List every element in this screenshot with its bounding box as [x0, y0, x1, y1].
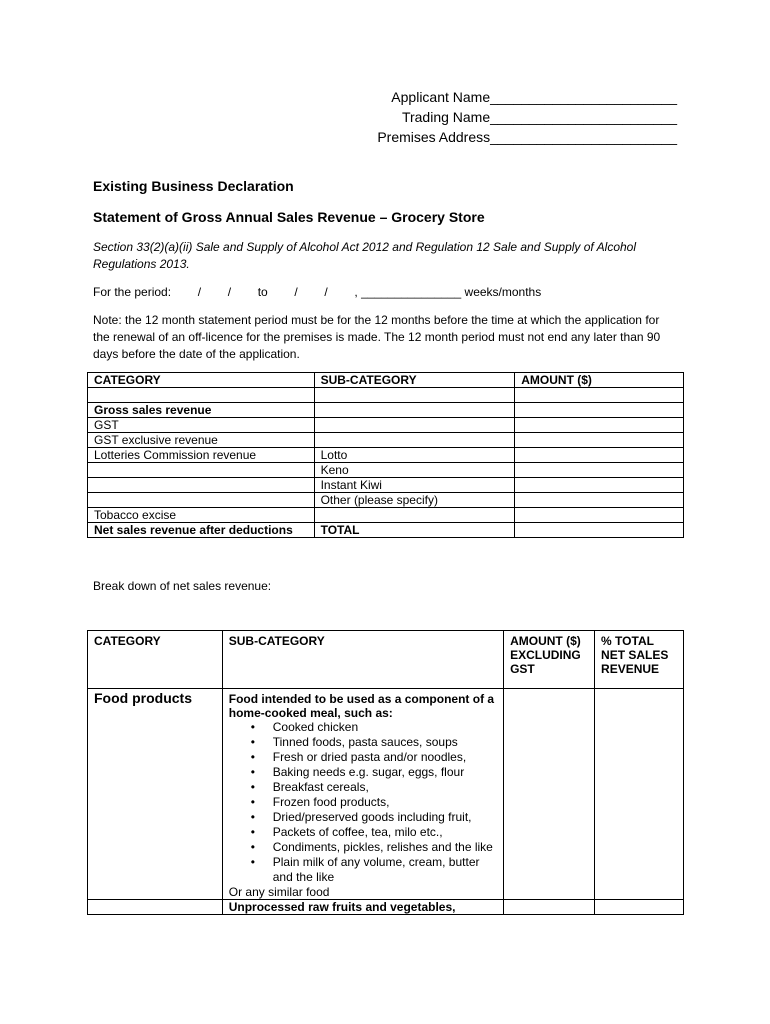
cell-amount[interactable]	[515, 403, 684, 418]
table-header-row	[88, 373, 684, 388]
cell-amount[interactable]	[515, 433, 684, 448]
cell-category	[88, 388, 315, 403]
cell-category: GST exclusive revenue	[88, 433, 315, 448]
premises-address-field[interactable]: Premises Address________________________	[377, 129, 677, 145]
statement-subtitle: Statement of Gross Annual Sales Revenue – Grocery Store	[93, 209, 485, 225]
cell-sub-category: Unprocessed raw fruits and vegetables,	[222, 900, 503, 915]
list-item: • Frozen food products,	[273, 795, 497, 810]
cell-sub-category: Keno	[314, 463, 515, 478]
list-item: • Condiments, pickles, relishes and the like	[273, 840, 497, 855]
cell-amount[interactable]	[515, 463, 684, 478]
period-note: Note: the 12 month statement period must be for the 12 months before the time at which the application for the renewal of an off-licence for the premises is made. The 12 month period must not end any later than 90 days before the date of the application.	[93, 313, 661, 361]
cell-category: Tobacco excise	[88, 508, 315, 523]
food-items-list	[229, 720, 497, 885]
table-row	[88, 403, 684, 418]
cell-percent[interactable]	[595, 900, 684, 915]
table-row	[88, 448, 684, 463]
revenue-table	[87, 372, 684, 538]
cell-category: Gross sales revenue	[88, 403, 315, 418]
food-intro: Food intended to be used as a component of a home-cooked meal, such as:	[228, 692, 495, 720]
cell-amount[interactable]	[515, 493, 684, 508]
list-item: • Cooked chicken	[273, 720, 497, 735]
cell-sub-category: Lotto	[314, 448, 515, 463]
table-row	[88, 478, 684, 493]
table-row	[88, 388, 684, 403]
cell-category: Lotteries Commission revenue	[88, 448, 315, 463]
cell-category	[88, 493, 315, 508]
cell-sub-category	[314, 418, 515, 433]
table-row	[88, 463, 684, 478]
cell-amount[interactable]	[515, 478, 684, 493]
breakdown-table	[87, 630, 684, 915]
header-amount-excl-gst: AMOUNT ($) EXCLUDING GST	[504, 631, 595, 689]
list-item: • Plain milk of any volume, cream, butter and the like	[273, 855, 497, 885]
list-item: • Breakfast cereals,	[273, 780, 497, 795]
page-title: Existing Business Declaration	[93, 178, 294, 194]
cell-sub-category: Other (please specify)	[314, 493, 515, 508]
cell-amount[interactable]	[515, 508, 684, 523]
cell-sub-category	[222, 689, 503, 900]
cell-category	[88, 478, 315, 493]
cell-amount[interactable]	[515, 523, 684, 538]
cell-amount[interactable]	[515, 388, 684, 403]
list-item: • Baking needs e.g. sugar, eggs, flour	[273, 765, 497, 780]
period-line[interactable]: For the period: / / to / / , _______________ weeks/months	[93, 285, 542, 299]
cell-category	[88, 463, 315, 478]
cell-amount[interactable]	[504, 900, 595, 915]
header-sub-category: SUB-CATEGORY	[222, 631, 503, 689]
cell-sub-category	[314, 433, 515, 448]
cell-sub-category	[314, 508, 515, 523]
header-category: CATEGORY	[88, 631, 223, 689]
applicant-name-field[interactable]: Applicant Name________________________	[391, 89, 677, 105]
cell-sub-category: TOTAL	[314, 523, 515, 538]
list-item: • Dried/preserved goods including fruit,	[273, 810, 497, 825]
cell-sub-category: Instant Kiwi	[314, 478, 515, 493]
cell-amount[interactable]	[515, 448, 684, 463]
table-row	[88, 523, 684, 538]
header-amount: AMOUNT ($)	[515, 373, 684, 388]
list-item: • Fresh or dried pasta and/or noodles,	[273, 750, 497, 765]
cell-amount[interactable]	[504, 689, 595, 900]
header-sub-category: SUB-CATEGORY	[314, 373, 515, 388]
cell-sub-category	[314, 403, 515, 418]
breakdown-label: Break down of net sales revenue:	[93, 579, 272, 593]
cell-category: Net sales revenue after deductions	[88, 523, 315, 538]
table-row	[88, 493, 684, 508]
list-item: • Tinned foods, pasta sauces, soups	[273, 735, 497, 750]
table-row	[88, 689, 684, 900]
cell-percent[interactable]	[595, 689, 684, 900]
table-row	[88, 900, 684, 915]
table-row	[88, 433, 684, 448]
cell-category	[88, 900, 223, 915]
legislation-reference: Section 33(2)(a)(ii) Sale and Supply of Alcohol Act 2012 and Regulation 12 Sale and Supply of Alcohol Regulations 2013.	[93, 240, 637, 271]
table-header-row	[88, 631, 684, 689]
cell-category: Food products	[88, 689, 223, 900]
cell-category: GST	[88, 418, 315, 433]
trading-name-field[interactable]: Trading Name________________________	[401, 109, 677, 125]
table-row	[88, 508, 684, 523]
header-percent-total: % TOTAL NET SALES REVENUE	[595, 631, 684, 689]
food-outro: Or any similar food	[228, 885, 330, 899]
cell-sub-category	[314, 388, 515, 403]
header-category: CATEGORY	[88, 373, 315, 388]
cell-amount[interactable]	[515, 418, 684, 433]
list-item: • Packets of coffee, tea, milo etc.,	[273, 825, 497, 840]
table-row	[88, 418, 684, 433]
